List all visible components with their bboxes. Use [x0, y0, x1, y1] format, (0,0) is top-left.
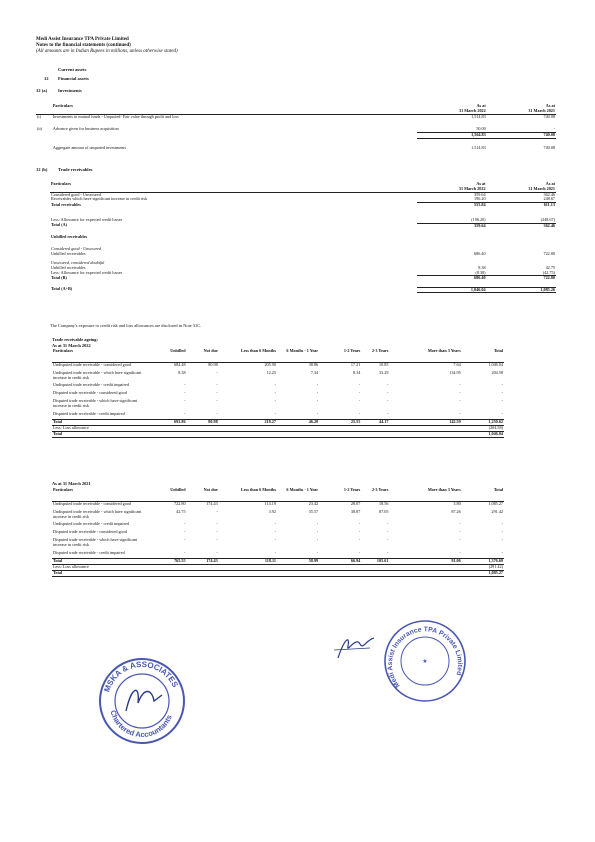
- cell-value: 118.11: [219, 559, 277, 565]
- cell-value: -: [501, 382, 503, 388]
- table-row: [52, 412, 504, 417]
- section-12a-title: Investments: [58, 88, 82, 93]
- table-row: Aggregate amount of unquoted investments 1,514.83 740.08: [52, 145, 555, 151]
- cell-value: -: [216, 397, 218, 403]
- cell-value: -: [184, 536, 186, 542]
- cell-value: (291.42): [488, 564, 503, 570]
- row-label: Undisputed trade receivable - considered good: [52, 363, 146, 368]
- notes-title: Notes to the financial statements (continued): [36, 43, 131, 48]
- row-label: Total: [52, 559, 146, 565]
- cell-value: 722.80: [146, 502, 186, 507]
- auditor-stamp: [96, 655, 188, 747]
- cell-value: -: [501, 536, 503, 542]
- cell-value: -: [216, 549, 218, 555]
- cell-value: 7.34: [310, 369, 319, 375]
- cell-value: [277, 570, 319, 576]
- cell-value: -: [216, 369, 218, 375]
- ageing-2022-title: As at 31 March 2022: [52, 343, 91, 348]
- amounts-note: (All amounts are in Indian Rupees in millions, unless otherwise stated): [36, 49, 178, 54]
- current-assets-heading: Current assets: [58, 67, 87, 72]
- auditor-stamp-text: MSKA & ASSOCIATES: [102, 659, 180, 694]
- cell-value: -: [316, 536, 319, 542]
- row-label: Undisputed trade receivable - which have significant increase in credit risk: [53, 369, 142, 380]
- cell-value: -: [316, 397, 319, 403]
- cell-value: [277, 431, 319, 437]
- credit-risk-note: The Company's exposure to credit risk and loss allowances are disclosed in Note 31C.: [50, 323, 202, 328]
- cell-value: -: [387, 397, 389, 403]
- cell-value: [146, 431, 186, 437]
- cell-value: 42.75: [176, 508, 186, 514]
- cell-value: -: [316, 521, 319, 527]
- row-label: Undisputed trade receivable - which have significant increase in credit risk: [53, 508, 142, 519]
- cell-value: -: [459, 390, 461, 396]
- cell-value: 87.05: [379, 508, 389, 514]
- cell-value: -: [358, 390, 361, 396]
- cell-value: -: [387, 382, 389, 388]
- cell-value: 23.42: [277, 502, 319, 507]
- row-label: Disputed trade receivable - credit impaired: [53, 549, 125, 555]
- table-row: Total (B) 686.40 722.80: [51, 274, 555, 281]
- cell-value: -: [184, 390, 186, 396]
- table-row: Considered good - Unsecured 359.64 362.46: [51, 191, 555, 197]
- table-row: [52, 538, 504, 548]
- auditor-stamp-subtext: Chartered Accountants: [108, 709, 174, 740]
- table-row: Unbilled receivables 686.40 722.80: [51, 251, 555, 257]
- cell-value: 17.21: [319, 363, 361, 368]
- cell-value: 80.98: [187, 420, 219, 426]
- cell-value: [361, 431, 389, 437]
- col-2022: As at 31 March 2022: [459, 103, 486, 113]
- row-label: Total: [52, 420, 146, 426]
- cell-value: 765.55: [146, 559, 186, 565]
- row-label: Disputed trade receivable - considered good: [53, 529, 127, 535]
- cell-value: -: [216, 508, 218, 514]
- table-row: [52, 551, 504, 556]
- table-row: Unbilled receivables: [51, 233, 88, 239]
- cell-value: -: [184, 382, 186, 388]
- cell-value: -: [358, 521, 361, 527]
- table-row: Total (A) 359.64 362.46: [51, 222, 555, 228]
- cell-value: -: [316, 382, 319, 388]
- cell-value: -: [501, 549, 503, 555]
- cell-value: -: [216, 382, 218, 388]
- cell-value: [389, 570, 461, 576]
- cell-value: 18.56: [361, 502, 389, 507]
- cell-value: -: [358, 536, 361, 542]
- cell-value: -: [316, 390, 319, 396]
- cell-value: 87.26: [451, 508, 461, 514]
- svg-text:★: ★: [422, 659, 428, 665]
- table-row: [52, 510, 504, 520]
- cell-value: 204.58: [491, 369, 503, 375]
- ageing-header-row: Particulars Unbilled Not due Less than 6 Months 6 Months - 1 Year 1-2 Years 2-3 Years More than 3 Years Total: [53, 487, 503, 492]
- cell-value: -: [459, 521, 461, 527]
- cell-value: -: [184, 410, 186, 416]
- cell-value: 33.29: [379, 369, 389, 375]
- cell-value: 1,250.62: [462, 420, 504, 426]
- table-row: [52, 371, 504, 381]
- cell-value: 46.20: [277, 420, 319, 426]
- cell-value: 66.94: [319, 559, 361, 565]
- ageing-body: [52, 501, 504, 577]
- cell-value: [319, 431, 361, 437]
- cell-value: [219, 570, 277, 576]
- cell-value: -: [387, 536, 389, 542]
- cell-value: 105.61: [361, 559, 389, 565]
- ageing-title: Trade receivable ageing:: [52, 337, 98, 342]
- cell-value: 174.43: [187, 559, 219, 565]
- svg-text:Medi Assist Insurance TPA Priv: [387, 626, 463, 689]
- cell-value: -: [358, 397, 361, 403]
- cell-value: -: [216, 536, 218, 542]
- cell-value: 684.48: [146, 363, 186, 368]
- cell-value: -: [501, 521, 503, 527]
- cell-value: -: [274, 549, 276, 555]
- cell-value: 1,046.04: [462, 363, 504, 368]
- table-row: (i) Investments in mutual funds - Unquoted- Fair value through profit and loss 1,514.83 740.08: [37, 113, 555, 119]
- cell-value: [219, 431, 277, 437]
- cell-value: 218.27: [219, 420, 277, 426]
- cell-value: 142.59: [389, 420, 461, 426]
- cell-value: -: [274, 390, 276, 396]
- cell-value: -: [274, 397, 276, 403]
- cell-value: -: [216, 521, 218, 527]
- cell-value: -: [316, 529, 319, 535]
- cell-value: -: [501, 410, 503, 416]
- cell-value: 25.55: [319, 420, 361, 426]
- cell-value: 12.25: [266, 369, 276, 375]
- cell-value: -: [387, 529, 389, 535]
- cell-value: -: [459, 549, 461, 555]
- table-row: Total (A+B) 1,046.04 1,085.26: [51, 286, 555, 292]
- ageing-body: [52, 362, 504, 438]
- cell-value: [319, 570, 361, 576]
- cell-value: [389, 431, 461, 437]
- row-label: Disputed trade receivable - credit impaired: [53, 410, 125, 416]
- col-particulars: Particulars: [52, 103, 73, 108]
- cell-value: -: [358, 410, 361, 416]
- cell-value: -: [459, 529, 461, 535]
- cell-value: -: [358, 529, 361, 535]
- ageing-table-2022: [52, 349, 504, 354]
- table-row: [52, 399, 504, 409]
- table-row: (ii) Advance given for business acquisition 50.00 -: [37, 126, 555, 132]
- cell-value: 38.86: [277, 363, 319, 368]
- table-row: 1,564.83 740.08: [36, 133, 556, 139]
- cell-value: -: [387, 549, 389, 555]
- section-12b-title: Trade receivables: [58, 167, 93, 172]
- table-row: [52, 502, 504, 507]
- cell-value: -: [501, 390, 503, 396]
- cell-value: -: [358, 382, 361, 388]
- row-label: Disputed trade receivable - which have significant increase in credit risk: [53, 536, 138, 547]
- cell-value: 58.99: [277, 559, 319, 565]
- cell-value: 3.92: [268, 508, 276, 514]
- cell-value: 35.57: [308, 508, 319, 514]
- row-label: Disputed trade receivable - considered good: [53, 390, 127, 396]
- row-label: Undisputed trade receivable - credit impaired: [53, 382, 129, 388]
- cell-value: -: [358, 549, 361, 555]
- row-label: Undisputed trade receivable - credit impaired: [53, 521, 129, 527]
- cell-value: 174.43: [187, 502, 219, 507]
- company-name: Medi Assist Insurance TPA Private Limited: [36, 37, 129, 42]
- table-row: [52, 391, 504, 396]
- cell-value: -: [274, 410, 276, 416]
- company-stamp-text: Medi Assist Insurance TPA Private Limited: [386, 626, 464, 689]
- cell-value: 692.86: [146, 420, 186, 426]
- row-label: Disputed trade receivable - which have significant increase in credit risk: [53, 397, 138, 408]
- ageing-table-2021: [52, 488, 504, 493]
- signature: [330, 630, 378, 662]
- investments-table: [36, 104, 556, 151]
- table-row: Less: Allowance for expected credit losses (196.20) (248.67): [51, 216, 555, 222]
- cell-value: (204.58): [488, 425, 503, 431]
- col-2021: As at 31 March 2021: [528, 103, 555, 113]
- table-row: Total receivables 555.84 611.13: [51, 201, 555, 208]
- cell-value: 1,085.27: [462, 502, 504, 507]
- cell-value: [146, 570, 186, 576]
- cell-value: -: [459, 397, 461, 403]
- cell-value: 28.07: [319, 502, 361, 507]
- row-label: Total: [52, 570, 146, 576]
- section-12a-num: 12 (a): [36, 88, 48, 93]
- row-label: Less: Loss allowance: [53, 564, 89, 570]
- cell-value: -: [387, 521, 389, 527]
- trade-receivables-table: Particulars As at 31 March 2022 As at 31 March 2021 Considered good - Unsecured 359.64 362.46 Receivables which have significant increase in credit risk 196.20 248.67 Total receivables 555.84 611.13 Less: Allowance for expected credit losses (196.20) (248.67) Total (A) 359.64 362.46 Unbilled receivables Considered good - Unsecured Unbilled receivables 686.40 722.80 Unsecured, considered doubtful Unbilled receivables 8.38 42.75 Less: Allowance for expected credit losses (8.38) (42.75) Total (B) 686.40 722.80 Total (A+B) 1,046.04 1,085.26: [51, 181, 555, 292]
- table-row: [52, 530, 504, 535]
- cell-value: 114.19: [219, 502, 277, 507]
- row-label: Undisputed trade receivable - considered good: [52, 502, 146, 507]
- cell-value: -: [274, 382, 276, 388]
- cell-value: 8.38: [178, 369, 186, 375]
- cell-value: 1,046.04: [462, 431, 504, 437]
- cell-value: -: [184, 397, 186, 403]
- cell-value: [361, 570, 389, 576]
- cell-value: -: [316, 549, 319, 555]
- cell-value: -: [216, 390, 218, 396]
- cell-value: 205.90: [219, 363, 277, 368]
- cell-value: 10.85: [361, 363, 389, 368]
- company-stamp: [382, 618, 468, 704]
- table-row: Considered good - Unsecured: [51, 246, 102, 252]
- cell-value: 3.80: [389, 502, 461, 507]
- cell-value: -: [459, 410, 461, 416]
- cell-value: -: [274, 536, 276, 542]
- grand-total-row: [52, 570, 504, 576]
- ageing-header-row: Particulars Unbilled Not due Less than 6 Months 6 Months - 1 Year 1-2 Years 2-3 Years More than 3 Years Total: [53, 348, 503, 353]
- cell-value: [187, 431, 219, 437]
- table-row: [52, 363, 504, 368]
- ageing-2021-title: As at 31 March 2021: [52, 481, 91, 486]
- table-row: Unsecured, considered doubtful: [51, 259, 105, 265]
- grand-total-row: [52, 431, 504, 437]
- cell-value: -: [316, 410, 319, 416]
- table-row: [52, 522, 504, 527]
- table-row: Receivables which have significant increase in credit risk 196.20 248.67: [51, 196, 555, 202]
- cell-value: -: [501, 529, 503, 535]
- cell-value: 1,376.69: [462, 559, 504, 565]
- cell-value: 44.17: [361, 420, 389, 426]
- svg-text:MSKA & ASSOCIATES: [102, 660, 180, 693]
- section-12-num: 12: [44, 76, 49, 81]
- cell-value: 91.06: [389, 559, 461, 565]
- table-row: Less: Allowance for expected credit losses (8.38) (42.75): [51, 269, 555, 275]
- cell-value: -: [459, 382, 461, 388]
- table-row: [52, 383, 504, 388]
- cell-value: -: [184, 521, 186, 527]
- cell-value: -: [184, 529, 186, 535]
- cell-value: 134.95: [449, 369, 461, 375]
- section-12b-num: 12 (b): [36, 167, 48, 172]
- cell-value: -: [387, 410, 389, 416]
- cell-value: 38.87: [350, 508, 361, 514]
- row-label: Total: [52, 431, 146, 437]
- row-label: Less: Loss allowance: [53, 425, 89, 431]
- cell-value: -: [387, 390, 389, 396]
- cell-value: [187, 570, 219, 576]
- cell-value: -: [274, 521, 276, 527]
- section-12-title: Financial assets: [58, 76, 89, 81]
- cell-value: -: [501, 397, 503, 403]
- cell-value: -: [184, 549, 186, 555]
- cell-value: -: [459, 536, 461, 542]
- cell-value: 8.34: [352, 369, 361, 375]
- cell-value: -: [216, 410, 218, 416]
- cell-value: 291.42: [491, 508, 503, 514]
- cell-value: -: [216, 529, 218, 535]
- cell-value: 80.98: [187, 363, 219, 368]
- cell-value: -: [274, 529, 276, 535]
- table-row: Unbilled receivables 8.38 42.75: [51, 264, 555, 270]
- cell-value: 1,085.27: [462, 570, 504, 576]
- cell-value: 7.64: [389, 363, 461, 368]
